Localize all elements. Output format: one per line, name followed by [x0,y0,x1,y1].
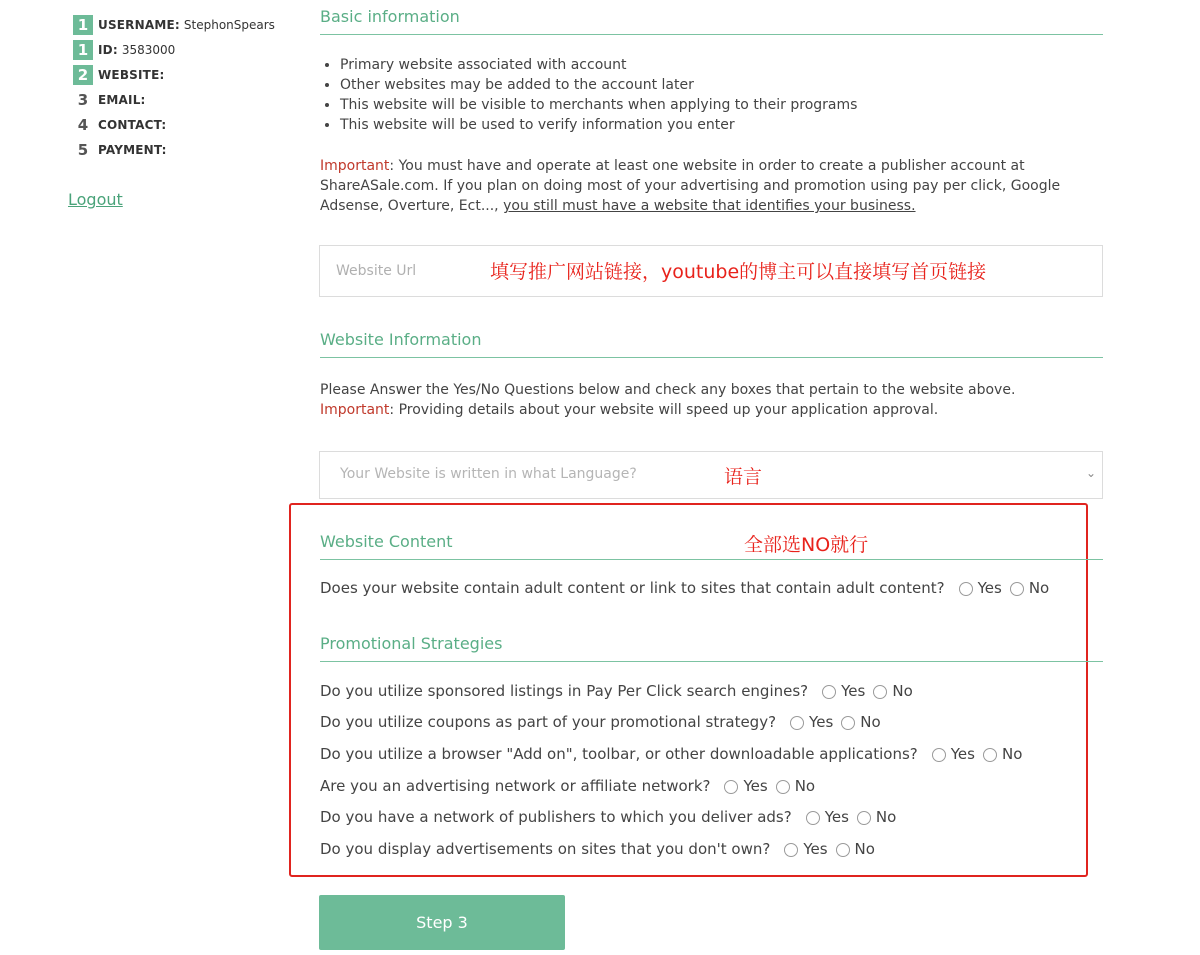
question-row [320,840,883,858]
radio-icon[interactable] [822,685,836,699]
progress-steps [73,12,275,162]
radio-icon[interactable] [806,811,820,825]
no-radio-option[interactable] [841,713,880,731]
yes-radio-option[interactable] [959,579,1002,597]
website-info-important [320,400,1103,420]
no-label: No [860,713,881,731]
yes-radio-option[interactable] [822,682,865,700]
step-3-button[interactable]: Step 3 [319,895,565,950]
question-row-adult-content [320,579,1057,597]
radio-icon[interactable] [959,582,973,596]
yes-label: Yes [809,713,834,731]
yes-radio-option[interactable] [790,713,833,731]
no-label: No [1028,579,1050,597]
step-number: 2 [73,65,93,85]
radio-icon[interactable] [776,780,790,794]
radio-icon[interactable] [836,843,850,857]
no-label: No [794,777,816,795]
logout-link[interactable]: Logout [68,190,123,209]
question-row [320,745,1030,763]
question-row [320,682,921,700]
chevron-down-icon: ⌄ [1085,466,1096,480]
radio-icon[interactable] [983,748,997,762]
section-title-website-info: Website Information [320,330,1103,358]
important-text: : You must have and operate at least one website in order to create a publisher account at ShareASale.com. If you plan on doing most of your advertising and promotion using pay per click, Google Adsense, Overture, Ect..., [320,158,1061,214]
step-label: ID: [98,42,118,57]
step-number: 1 [73,15,93,35]
important-underlined-text: you still must have a website that identifies your business. [503,198,916,214]
step-number: 3 [77,90,89,109]
step-website [73,62,275,87]
step-label: WEBSITE: [98,67,165,82]
radio-icon[interactable] [1010,582,1024,596]
no-radio-option[interactable] [836,840,875,858]
section-title-website-content: Website Content [320,532,1103,560]
yes-radio-option[interactable] [784,840,827,858]
list-item: • This website will be visible to merchants when applying to their programs [340,95,1103,115]
website-info-intro: Please Answer the Yes/No Questions below and check any boxes that pertain to the website above. [320,382,1016,398]
yes-label: Yes [824,808,849,826]
step-number: 4 [77,115,89,134]
step-payment [73,137,275,162]
step-username [73,12,275,37]
website-content-section [320,532,1103,560]
question-text: Do you have a network of publishers to which you deliver ads? [320,808,792,826]
list-item: • This website will be used to verify information you enter [340,115,1103,135]
annotation-url: 填写推广网站链接，youtube的博主可以直接填写首页链接 [490,261,987,283]
yes-label: Yes [950,745,975,763]
important-text: : Providing details about your website will speed up your application approval. [389,402,939,418]
promotional-strategies-section [320,634,1103,662]
annotation-content: 全部选NO就行 [744,534,869,556]
no-label: No [854,840,875,858]
step-value: StephonSpears [183,17,275,32]
list-item: • Other websites may be added to the account later [340,75,1103,95]
radio-icon[interactable] [841,716,855,730]
yes-radio-option[interactable] [724,777,767,795]
question-text: Do you utilize a browser "Add on", toolbar, or other downloadable applications? [320,745,918,763]
yes-radio-option[interactable] [932,745,975,763]
radio-icon[interactable] [932,748,946,762]
list-item: • Primary website associated with account [340,55,1103,75]
question-row [320,808,904,826]
radio-icon[interactable] [724,780,738,794]
question-text: Does your website contain adult content or link to sites that contain adult content? [320,579,945,597]
question-row [320,777,823,795]
important-label: Important [320,158,390,174]
step-email [73,87,275,112]
radio-icon[interactable] [873,685,887,699]
language-select-placeholder: Your Website is written in what Language? [340,466,637,482]
website-info-section [320,330,1103,420]
question-row [320,713,889,731]
question-text: Do you display advertisements on sites that you don't own? [320,840,771,858]
no-label: No [875,808,897,826]
step-label: PAYMENT: [98,142,167,157]
website-url-input[interactable] [320,246,480,296]
step-label: USERNAME: [98,17,180,32]
step-label: CONTACT: [98,117,167,132]
yes-label: Yes [803,840,828,858]
radio-icon[interactable] [857,811,871,825]
step-number: 1 [73,40,93,60]
question-text: Do you utilize coupons as part of your promotional strategy? [320,713,777,731]
important-label: Important [320,402,390,418]
step-value: 3583000 [121,42,176,57]
radio-icon[interactable] [784,843,798,857]
yes-radio-option[interactable] [806,808,849,826]
no-radio-option[interactable] [873,682,912,700]
no-label: No [1001,745,1023,763]
step-label: EMAIL: [98,92,146,107]
language-select[interactable] [319,451,1103,499]
no-radio-option[interactable] [857,808,896,826]
step-contact [73,112,275,137]
no-radio-option[interactable] [1010,579,1049,597]
no-label: No [892,682,913,700]
question-text: Are you an advertising network or affiliate network? [320,777,711,795]
radio-icon[interactable] [790,716,804,730]
yes-label: Yes [743,777,768,795]
question-text: Do you utilize sponsored listings in Pay Per Click search engines? [320,682,809,700]
yes-label: Yes [841,682,866,700]
annotation-language: 语言 [724,466,763,488]
basic-info-list [340,55,1103,135]
basic-info-section [320,7,1103,216]
yes-label: Yes [977,579,1002,597]
step-number: 5 [77,140,89,159]
section-title-basic: Basic information [320,7,1103,35]
step-id [73,37,275,62]
no-radio-option[interactable] [776,777,815,795]
no-radio-option[interactable] [983,745,1022,763]
section-title-promotional: Promotional Strategies [320,634,1103,662]
important-notice [320,156,1103,216]
